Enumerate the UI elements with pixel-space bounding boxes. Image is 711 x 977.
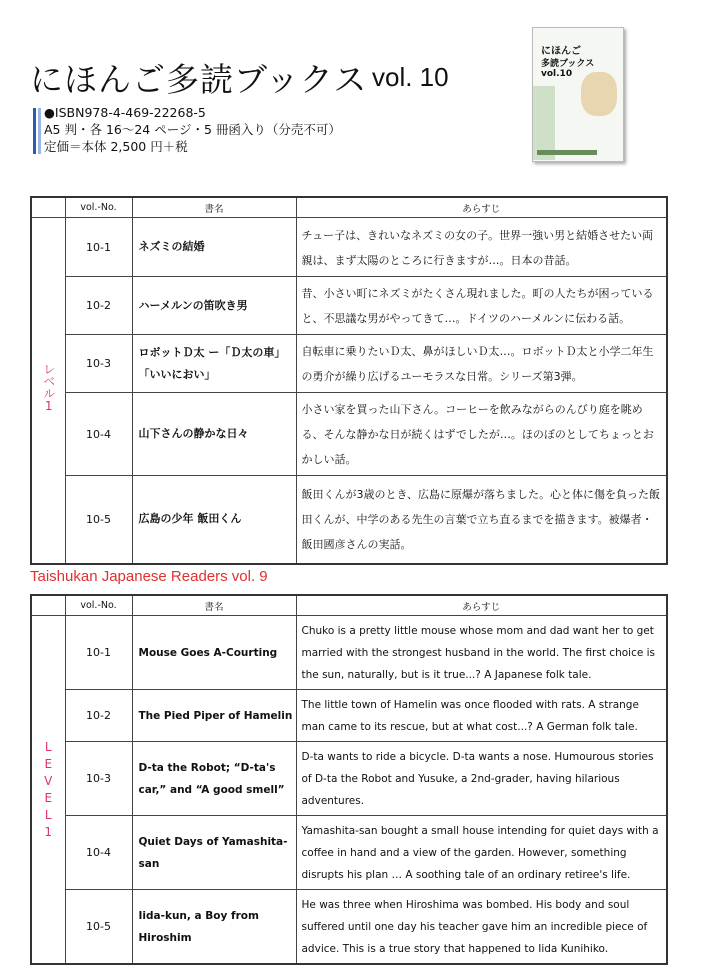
synopsis: The little town of Hamelin was once flooded with rats. A strange man came to its rescue, but at what cost...? A German folk tale. [296,690,667,742]
synopsis: He was three when Hiroshima was bombed. His body and soul suffered until one day his teacher gave him an incredible piece of advice. This is a true story that happened to Iida Kunihiko. [296,890,667,965]
table-row [31,742,667,816]
page-title: にほんご多読ブックス [30,60,368,99]
level-text: レベル1 [41,362,56,413]
table-row [31,690,667,742]
book-title: Mouse Goes A-Courting [132,616,296,690]
book-title: The Pied Piper of Hamelin [132,690,296,742]
synopsis: 自転車に乗りたいＤ太、鼻がほしいＤ太…。ロボットＤ太と小学二年生の勇介が繰り広げるユーモラスな日常。シリーズ第3弾。 [296,335,667,393]
table-row [31,476,667,564]
volume-number: 10-2 [65,277,132,335]
table-row [31,816,667,890]
format: A5 判・各 16～24 ページ・5 冊函入り（分売不可） [44,122,341,137]
volume-number: 10-5 [65,890,132,965]
volume-number: 10-3 [65,335,132,393]
cover-publisher-band [537,150,597,155]
synopsis: Chuko is a pretty little mouse whose mom and dad want her to get married with the strongest husband in the world. The first choice is the sun, naturally, but is it true...? A Japanese folk tale. [296,616,667,690]
book-info [44,104,341,155]
blank-header [31,197,65,218]
volume-number: 10-4 [65,393,132,476]
synopsis: チュー子は、きれいなネズミの女の子。世界一強い男と結婚させたい両親は、まず太陽のところに行きますが…。日本の昔話。 [296,218,667,277]
synopsis: 飯田くんが3歳のとき、広島に原爆が落ちました。心と体に傷を負った飯田くんが、中学のある先生の言葉で立ち直るまでを描きます。被爆者・飯田國彦さんの実話。 [296,476,667,564]
col-header-no: vol.-No. [65,595,132,616]
books-table-japanese [30,196,668,565]
col-header-title: 書名 [132,595,296,616]
col-header-synopsis: あらすじ [296,595,667,616]
synopsis: 昔、小さい町にネズミがたくさん現れました。町の人たちが困っていると、不思議な男がやってきて…。ドイツのハーメルンに伝わる話。 [296,277,667,335]
table-header-row [31,595,667,616]
book-title: Iida-kun, a Boy from Hiroshim [132,890,296,965]
col-header-title: 書名 [132,197,296,218]
table-row [31,218,667,277]
isbn: ●ISBN978-4-469-22268-5 [44,105,206,120]
cover-strip [533,86,555,160]
level-text: LEVEL1 [44,739,53,839]
cover-title: にほんご [541,46,581,57]
volume-number: 10-5 [65,476,132,564]
synopsis: Yamashita-san bought a small house intending for quiet days with a coffee in hand and a view of the garden. However, something disrupts his plan … A soothing tale of an ordinary retiree's life. [296,816,667,890]
volume-label: vol. 10 [372,62,449,92]
price: 定価＝本体 2,500 円＋税 [44,139,188,154]
book-title: 広島の少年 飯田くん [132,476,296,564]
volume-number: 10-2 [65,690,132,742]
book-title: Quiet Days of Yamashita-san [132,816,296,890]
volume-number: 10-1 [65,218,132,277]
accent-bar-light [38,108,41,154]
table-row [31,335,667,393]
level-label [31,218,65,564]
volume-number: 10-3 [65,742,132,816]
synopsis: D-ta wants to ride a bicycle. D-ta wants a nose. Humourous stories of D-ta the Robot and Yusuke, a 2nd-grader, having hilarious adventures. [296,742,667,816]
cover-image [532,27,624,162]
book-title: 山下さんの静かな日々 [132,393,296,476]
section-title: Taishukan Japanese Readers vol. 9 [30,568,268,585]
book-title: ネズミの結婚 [132,218,296,277]
blank-header [31,595,65,616]
col-header-no: vol.-No. [65,197,132,218]
accent-bar [33,108,36,154]
table-row [31,277,667,335]
cover-subtitle: 多読ブックス vol.10 [541,59,595,79]
table-row [31,890,667,965]
table-row [31,616,667,690]
book-title: D-ta the Robot; “D-ta's car,” and “A good smell” [132,742,296,816]
volume-number: 10-1 [65,616,132,690]
col-header-synopsis: あらすじ [296,197,667,218]
books-table-english [30,594,668,965]
volume-number: 10-4 [65,816,132,890]
book-title: ロボットＤ太 ー「Ｄ太の車」「いいにおい」 [132,335,296,393]
table-header-row [31,197,667,218]
level-label [31,616,65,965]
table-row [31,393,667,476]
cover-illustration [581,72,617,116]
book-title: ハーメルンの笛吹き男 [132,277,296,335]
synopsis: 小さい家を買った山下さん。コーヒーを飲みながらのんびり庭を眺める、そんな静かな日が続くはずでしたが…。ほのぼのとしてちょっとおかしい話。 [296,393,667,476]
